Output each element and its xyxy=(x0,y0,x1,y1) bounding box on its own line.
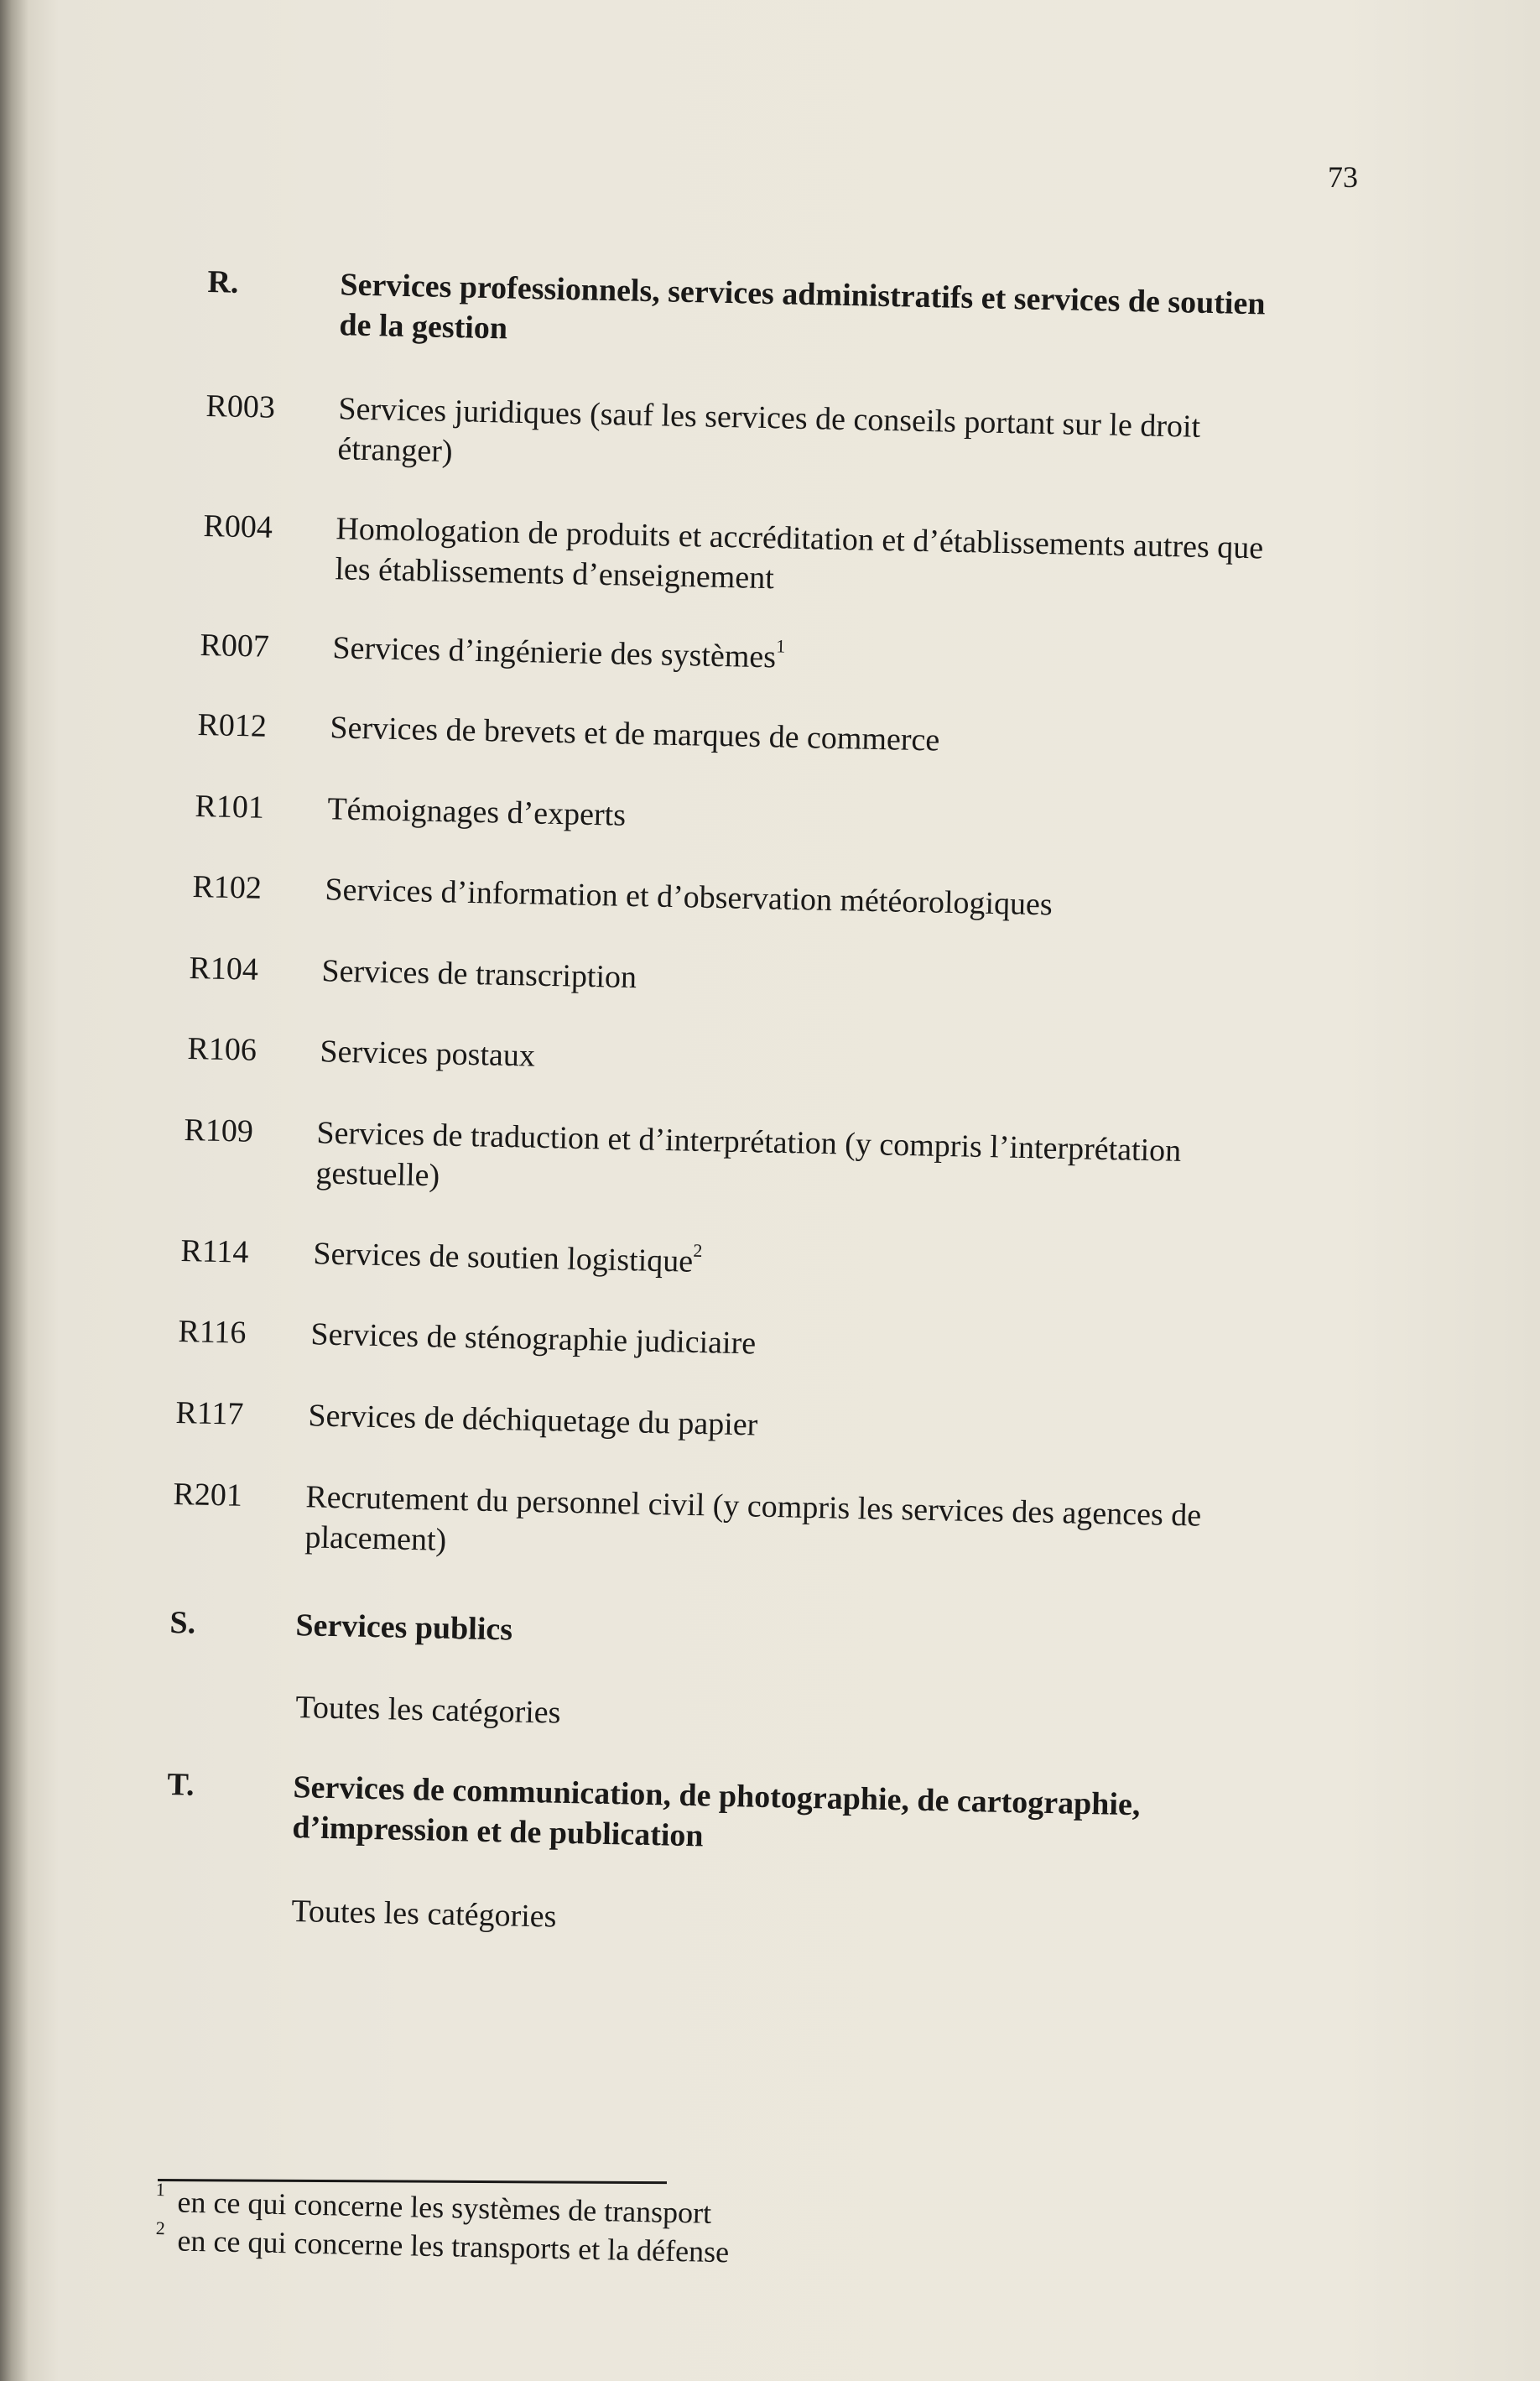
section-s-note: Toutes les catégories xyxy=(295,1689,561,1731)
section-code: R. xyxy=(207,263,239,300)
item-text: Services d’ingénierie des systèmes$^1$ xyxy=(332,630,786,675)
footnote-mark: 1 xyxy=(155,2179,166,2201)
item-code: R004 xyxy=(203,508,273,545)
item-text: Services de sténographie judiciaire xyxy=(310,1316,757,1362)
item-text: Services de soutien logistique$^2$ xyxy=(313,1236,703,1279)
page-number: 73 xyxy=(1328,160,1358,194)
item-text: Recrutement du personnel civil (y compris les services des agences de placement) xyxy=(304,1479,1202,1558)
section-t-note: Toutes les catégories xyxy=(291,1893,557,1935)
footnote-reference: 2 xyxy=(693,1240,703,1262)
section-title: Services publics xyxy=(295,1607,513,1648)
footnote-text: en ce qui concerne les transports et la défense xyxy=(177,2223,730,2269)
item-code: R012 xyxy=(197,706,268,744)
item-code: R114 xyxy=(180,1232,249,1270)
item-code: R102 xyxy=(192,868,263,906)
section-title: Services de communication, de photographie, de cartographie, d’impression et de publication xyxy=(292,1769,1141,1854)
section-code: S. xyxy=(169,1604,196,1641)
footnote-mark: 2 xyxy=(155,2217,166,2239)
section-code: T. xyxy=(167,1766,195,1803)
footnote-reference: 1 xyxy=(776,635,786,657)
section-title: Services professionnels, services administratifs et services de soutien de la gestion xyxy=(339,267,1266,346)
footnote-separator xyxy=(158,2179,667,2184)
item-text: Témoignages d’experts xyxy=(327,791,627,833)
footnote-text: en ce qui concerne les systèmes de transport xyxy=(177,2185,712,2230)
item-text: Services d’information et d’observation météorologiques xyxy=(325,872,1054,923)
item-code: R106 xyxy=(187,1030,258,1068)
item-text: Services juridiques (sauf les services de conseils portant sur le droit étranger) xyxy=(337,391,1201,470)
item-code: R201 xyxy=(173,1476,243,1514)
item-code: R101 xyxy=(195,788,265,826)
item-text: Services postaux xyxy=(320,1034,536,1074)
item-text: Services de brevets et de marques de commerce xyxy=(330,710,940,758)
item-text: Services de déchiquetage du papier xyxy=(308,1398,758,1443)
item-code: R007 xyxy=(200,627,270,664)
item-code: R104 xyxy=(189,950,259,987)
item-text: Services de traduction et d’interprétation (y compris l’interprétation gestuelle) xyxy=(315,1115,1182,1194)
item-code: R117 xyxy=(175,1394,244,1432)
item-text: Services de transcription xyxy=(321,953,637,996)
item-code: R003 xyxy=(206,388,276,425)
item-code: R116 xyxy=(178,1313,247,1351)
item-text: Homologation de produits et accréditation et d’établissements autres que les établissements d’enseignement xyxy=(335,511,1264,597)
item-code: R109 xyxy=(184,1112,254,1149)
